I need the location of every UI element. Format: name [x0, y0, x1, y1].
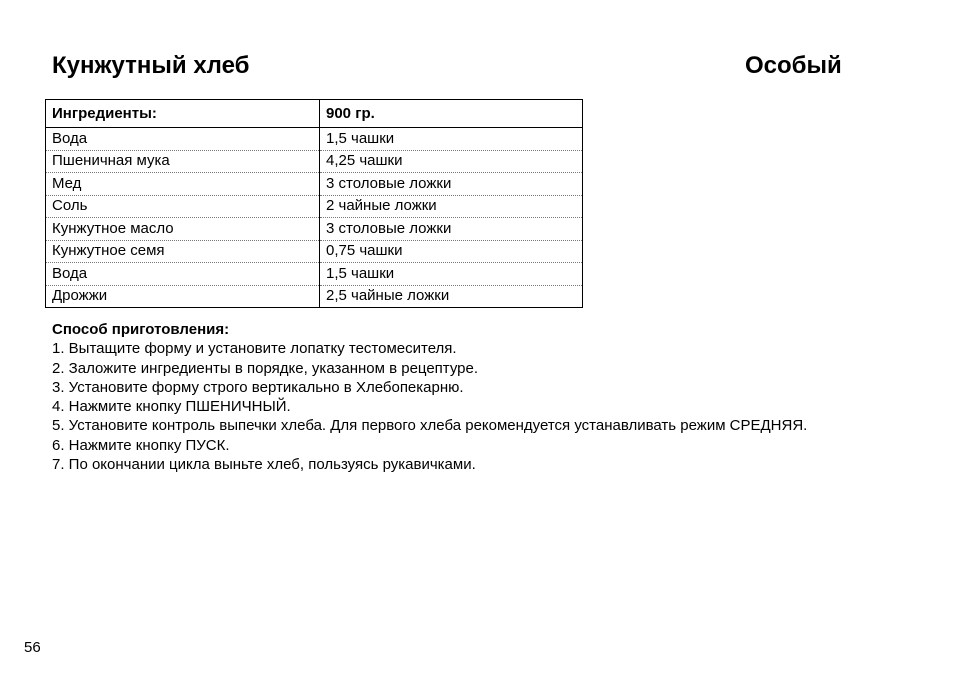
table-header-row: [46, 100, 583, 128]
preparation-method: [52, 320, 807, 474]
ingredient-amount: 3 столовые ложки: [320, 218, 583, 241]
table-row: [46, 173, 583, 196]
method-steps-list: [52, 339, 807, 474]
method-step: 4. Нажмите кнопку ПШЕНИЧНЫЙ.: [52, 398, 291, 416]
method-step: 3. Установите форму строго вертикально в Хлебопекарню.: [52, 378, 464, 396]
ingredient-name: Вода: [46, 263, 320, 286]
method-step: 2. Заложите ингредиенты в порядке, указанном в рецептуре.: [52, 359, 479, 377]
method-step: 6. Нажмите кнопку ПУСК.: [52, 436, 230, 454]
ingredient-amount: 4,25 чашки: [320, 150, 583, 173]
ingredient-name: Кунжутное масло: [46, 218, 320, 241]
table-row: [46, 240, 583, 263]
ingredient-name: Соль: [46, 195, 320, 218]
ingredient-amount: 0,75 чашки: [320, 240, 583, 263]
ingredient-amount: 2 чайные ложки: [320, 195, 583, 218]
ingredient-amount: 1,5 чашки: [320, 263, 583, 286]
method-heading: Способ приготовления:: [52, 321, 230, 338]
ingredient-name: Пшеничная мука: [46, 150, 320, 173]
ingredient-name: Вода: [46, 128, 320, 151]
ingredient-amount: 1,5 чашки: [320, 128, 583, 151]
ingredient-name: Дрожжи: [46, 285, 320, 308]
ingredient-name: Кунжутное семя: [46, 240, 320, 263]
page-number: 56: [24, 639, 41, 656]
table-row: [46, 195, 583, 218]
table-row: [46, 285, 583, 308]
table-row: [46, 263, 583, 286]
ingredients-table: [45, 99, 583, 308]
ingredient-amount: 3 столовые ложки: [320, 173, 583, 196]
method-step: 1. Вытащите форму и установите лопатку тестомесителя.: [52, 340, 457, 358]
method-step: 7. По окончании цикла выньте хлеб, пользуясь рукавичками.: [52, 456, 476, 474]
method-step: 5. Установите контроль выпечки хлеба. Для первого хлеба рекомендуется устанавливать режим СРЕДНЯЯ.: [52, 417, 808, 435]
ingredient-amount: 2,5 чайные ложки: [326, 287, 450, 305]
ingredient-name: Мед: [46, 173, 320, 196]
table-row: [46, 150, 583, 173]
recipe-category-title: Особый: [745, 52, 842, 79]
column-header-amount: 900 гр.: [320, 100, 583, 128]
table-row: [46, 218, 583, 241]
recipe-title: Кунжутный хлеб: [52, 52, 250, 79]
table-row: [46, 128, 583, 151]
column-header-ingredients: Ингредиенты:: [46, 100, 320, 128]
